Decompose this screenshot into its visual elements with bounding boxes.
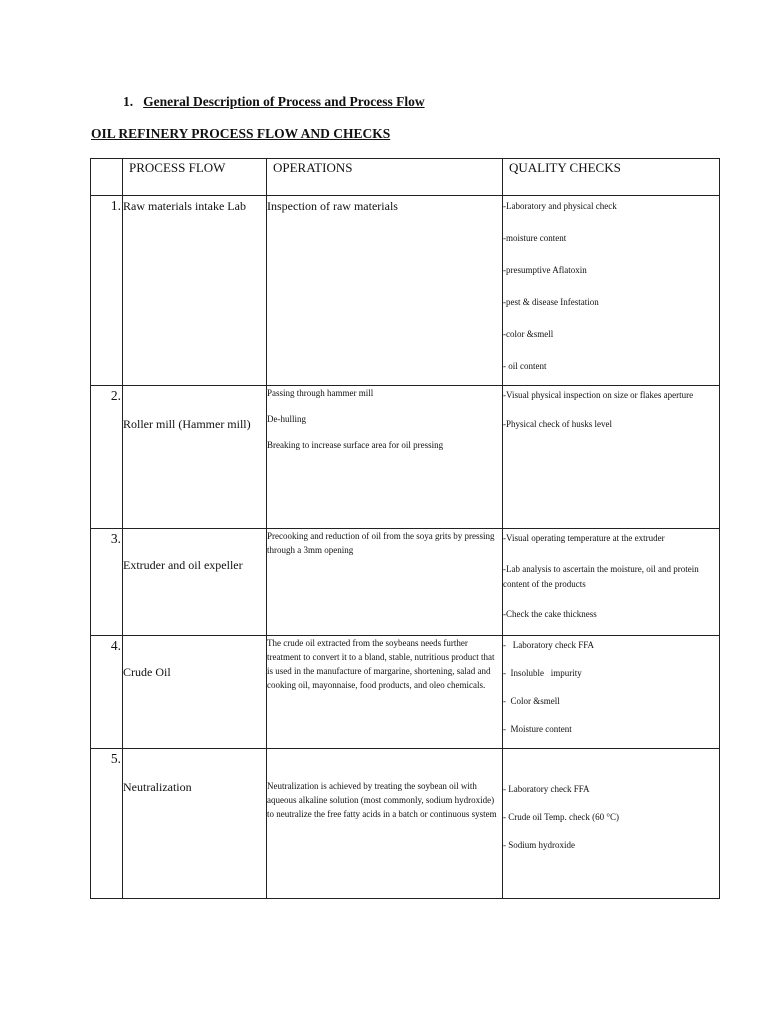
operations-cell: Passing through hammer mill De-hulling Breaking to increase surface area for oil pressing [267, 386, 503, 529]
process-cell: Crude Oil [123, 636, 267, 749]
row-number: 5. [91, 749, 123, 899]
process-cell: Extruder and oil expeller [123, 529, 267, 636]
operations-cell: Neutralization is achieved by treating the soybean oil with aqueous alkaline solution (most commonly, sodium hydroxide) to neutralize the free fatty acids in a batch or continuous system [267, 749, 503, 899]
row-number: 1. [91, 196, 123, 386]
table-row [91, 749, 720, 899]
row-number: 4. [91, 636, 123, 749]
operations-cell: Inspection of raw materials [267, 196, 503, 386]
section-number: 1. [123, 94, 134, 109]
quality-checks-cell: -Visual physical inspection on size or flakes aperture -Physical check of husks level [503, 386, 720, 529]
table-row [91, 636, 720, 749]
row-number: 3. [91, 529, 123, 636]
operations-cell: Precooking and reduction of oil from the soya grits by pressing through a 3mm opening [267, 529, 503, 636]
process-cell: Roller mill (Hammer mill) [123, 386, 267, 529]
table-row [91, 386, 720, 529]
header-quality-checks: QUALITY CHECKS [503, 159, 720, 196]
table-title: OIL REFINERY PROCESS FLOW AND CHECKS [91, 126, 391, 141]
process-cell: Raw materials intake Lab [123, 196, 267, 386]
quality-checks-cell: -Visual operating temperature at the extruder -Lab analysis to ascertain the moisture, oil and protein content of the products -Check the cake thickness [503, 529, 720, 636]
operations-cell: The crude oil extracted from the soybeans needs further treatment to convert it to a bland, stable, nutritious product that is used in the manufacture of margarine, shortening, salad and cooking oil, mayonnaise, food products, and oleo chemicals. [267, 636, 503, 749]
table-row [91, 196, 720, 386]
section-title: General Description of Process and Process Flow [143, 94, 425, 109]
quality-checks-cell: - Laboratory check FFA - Crude oil Temp. check (60 °C) - Sodium hydroxide [503, 749, 720, 899]
process-flow-table [90, 158, 720, 899]
section-heading [123, 94, 425, 110]
header-process-flow: PROCESS FLOW [123, 159, 267, 196]
table-row [91, 529, 720, 636]
quality-checks-cell: - Laboratory check FFA - Insoluble impurity - Color &smell - Moisture content [503, 636, 720, 749]
quality-checks-cell: -Laboratory and physical check -moisture content -presumptive Aflatoxin -pest & disease Infestation -color &smell - oil content [503, 196, 720, 386]
process-cell: Neutralization [123, 749, 267, 899]
header-number-cell [91, 159, 123, 196]
header-operations: OPERATIONS [267, 159, 503, 196]
table-header-row [91, 159, 720, 196]
row-number: 2. [91, 386, 123, 529]
